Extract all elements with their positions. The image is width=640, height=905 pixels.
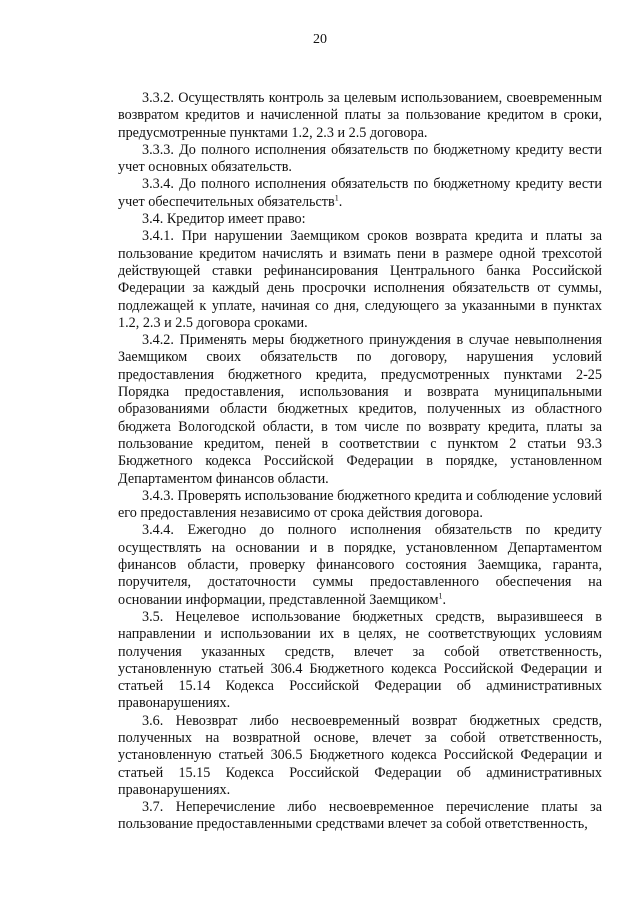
clause-text: 3.4.3. Проверять использование бюджетного кредита и соблюдение условий его предоставления независимо от срока действия договора. xyxy=(118,487,602,522)
clause-3-4-3 xyxy=(118,488,602,523)
clause-3-4 xyxy=(118,211,602,228)
clause-text: 3.4.2. Применять меры бюджетного принуждения в случае невыполнения Заемщиком своих обязательств по договору, нарушения условий предоставления бюджетного кредита, предусмотренных пунктами 2-25 Порядка предоставления, использования и возврата муниципальными образованиями области бюджетных кредитов, полученных из областного бюджета Вологодской области, в том числе по возврату кредита, платы за пользование кредитом, пеней в соответствии с пунктом 2 статьи 93.3 Бюджетного кодекса Российской Федерации в порядке, установленном Департаментом финансов области. xyxy=(118,332,602,487)
clause-3-6 xyxy=(118,713,602,799)
clause-3-4-4 xyxy=(118,522,602,608)
clause-punctuation: . xyxy=(442,591,446,608)
footnote-marker: 1 xyxy=(334,193,339,203)
clause-text: 3.5. Нецелевое использование бюджетных средств, выразившееся в направлении и использовании их в целях, не соответствующих условиям получения указанных средств, влечет за собой ответственность, установленную статьей 306.4 Бюджетного кодекса Российской Федерации и статьей 15.14 Кодекса Российской Федерации об административных правонарушениях. xyxy=(118,608,602,712)
clause-text: 3.3.4. До полного исполнения обязательств по бюджетному кредиту вести учет обеспечительных обязательств xyxy=(118,176,602,210)
page-number: 20 xyxy=(313,32,327,47)
clause-3-3-3 xyxy=(118,142,602,177)
clause-text: 3.3.2. Осуществлять контроль за целевым использованием, своевременным возвратом кредитов и начисленной платы за пользование кредитом в сроки, предусмотренные пунктами 1.2, 2.3 и 2.5 договора. xyxy=(118,90,602,141)
clause-text: 3.6. Невозврат либо несвоевременный возврат бюджетных средств, полученных на возвратной основе, влечет за собой ответственность, установленную статьей 306.5 Бюджетного кодекса Российской Федерации и статьей 15.15 Кодекса Российской Федерации об административных правонарушениях. xyxy=(118,712,602,798)
clause-text: 3.4.4. Ежегодно до полного исполнения обязательств по кредиту осуществлять на основании и в порядке, установленном Департаментом финансов области, проверку финансового состояния Заемщика, гаранта, поручителя, достаточности суммы предоставленного обеспечения на основании информации, представленной Заемщиком xyxy=(118,522,602,608)
clause-text: 3.7. Неперечисление либо несвоевременное перечисление платы за пользование предоставленными средствами влечет за собой ответственность, xyxy=(118,799,602,833)
clause-3-5 xyxy=(118,609,602,713)
clause-3-4-2 xyxy=(118,332,602,488)
clause-3-4-1 xyxy=(118,228,602,332)
clause-3-3-2 xyxy=(118,90,602,142)
footnote-marker: 1 xyxy=(438,590,443,600)
clause-text: 3.3.3. До полного исполнения обязательств по бюджетному кредиту вести учет основных обязательств. xyxy=(118,141,602,176)
clause-text: 3.4.1. При нарушении Заемщиком сроков возврата кредита и платы за пользование кредитом начислять и взимать пени в размере одной трехсотой действующей ставки рефинансирования Центрального банка Российской Федерации за каждый день просрочки исполнения обязательств от суммы, подлежащей к уплате, начиная со дня, следующего за указанными в пунктах 1.2, 2.3 и 2.5 договора сроками. xyxy=(118,228,602,331)
clause-punctuation: . xyxy=(338,193,343,210)
clause-text: 3.4. Кредитор имеет право: xyxy=(142,211,306,228)
document-body xyxy=(118,90,602,834)
clause-3-3-4 xyxy=(118,176,602,211)
clause-3-7 xyxy=(118,799,602,834)
